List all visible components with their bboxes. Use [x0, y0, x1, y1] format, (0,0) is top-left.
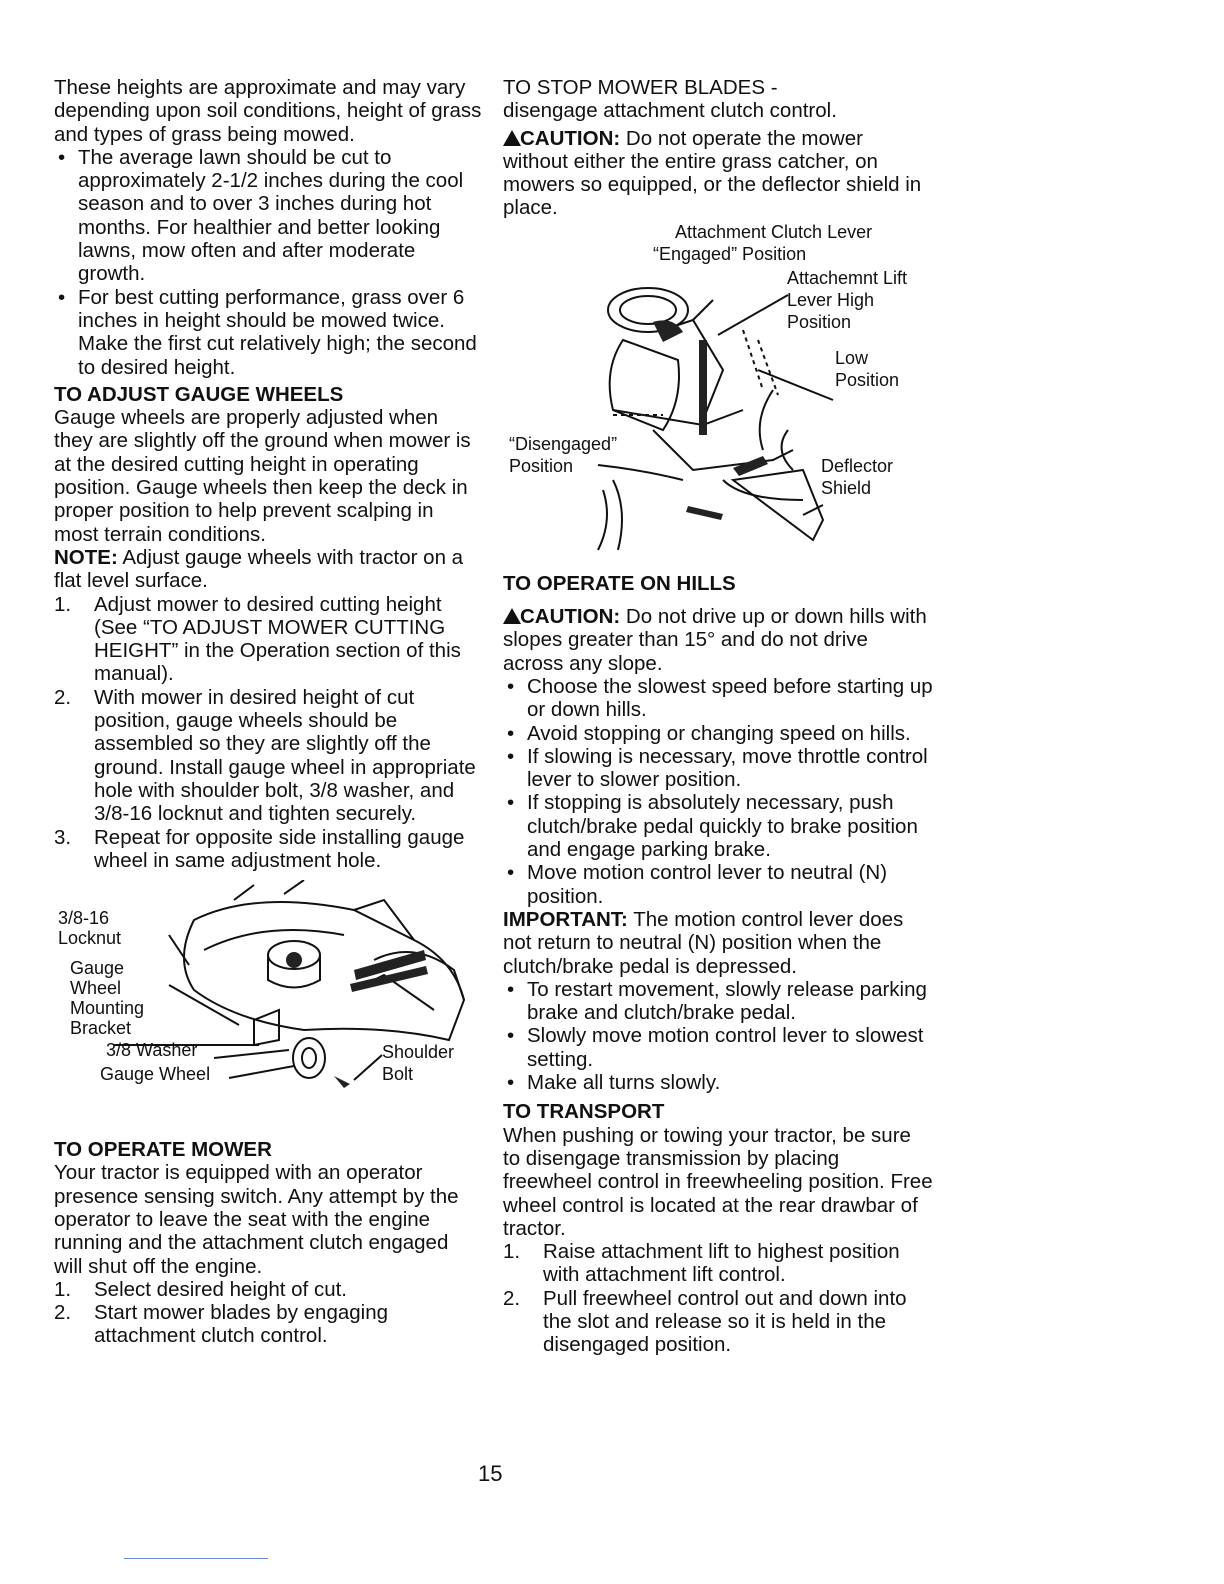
caution-text: Do not drive up or down hills with slopes greater than 15° and do not drive across any slope. [503, 605, 927, 675]
warning-triangle-icon [503, 608, 521, 624]
caution-paragraph [503, 127, 933, 220]
step-number: 3. [54, 825, 72, 849]
step-number: 1. [503, 1240, 521, 1264]
label-bracket: Mounting [70, 998, 145, 1019]
label-low-position: Position [835, 369, 900, 390]
step-number: 2. [54, 1301, 72, 1325]
step-text: Repeat for opposite side installing gauge wheel in same adjustment hole. [94, 825, 465, 872]
label-engaged: Attachment Clutch Lever [675, 221, 873, 242]
label-lift-lever: Position [787, 311, 852, 332]
label-engaged: “Engaged” Position [653, 243, 807, 264]
operate-mower-heading: TO OPERATE MOWER [54, 1138, 272, 1162]
caution-paragraph [503, 605, 933, 675]
list-item: • Move motion control lever to neutral (N) position. [503, 861, 933, 908]
label-bracket: Bracket [70, 1018, 132, 1039]
hills-heading: TO OPERATE ON HILLS [503, 571, 736, 595]
warning-triangle-icon [503, 130, 521, 146]
step-text: With mower in desired height of cut position, gauge wheels should be assembled so they are slightly off the ground. Install gauge wheel in appropriate hole with shoulder bolt, 3/8 washer, and 3/8-16 locknut and tighten securely. [94, 685, 476, 826]
note-text: Adjust gauge wheels with tractor on a flat level surface. [54, 545, 464, 593]
operate-mower-text: Your tractor is equipped with an operator presence sensing switch. Any attempt by the operator to leave the seat with the engine running and the attachment clutch engaged will shut off the engine. [54, 1161, 459, 1278]
label-locknut: Locknut [58, 928, 122, 949]
label-shoulder-bolt: Bolt [382, 1064, 414, 1085]
gauge-wheels-text: Gauge wheels are properly adjusted when they are slightly off the ground when mower is at the desired cutting height in operating position. Gauge wheels then keep the deck in proper position to help prevent scalping in most terrain conditions. [54, 406, 471, 546]
gauge-wheels-heading: TO ADJUST GAUGE WHEELS [54, 382, 344, 406]
label-washer: 3/8 Washer [106, 1040, 198, 1061]
list-item [54, 686, 482, 826]
label-bracket: Wheel [70, 978, 122, 999]
caution-label: CAUTION: [520, 605, 621, 629]
intro-paragraph: These heights are approximate and may vary depending upon soil conditions, height of grass and types of grass being mowed. [54, 76, 482, 146]
label-gauge-wheel: Gauge Wheel [100, 1064, 211, 1085]
label-disengaged: Position [509, 455, 574, 476]
list-item [54, 1301, 482, 1348]
list-item: • To restart movement, slowly release parking brake and clutch/brake pedal. [503, 978, 933, 1025]
divider [124, 1558, 268, 1559]
list-item: • If stopping is absolutely necessary, push clutch/brake pedal quickly to brake position and engage parking brake. [503, 791, 933, 861]
step-text: Adjust mower to desired cutting height (See “TO ADJUST MOWER CUTTING HEIGHT” in the Operation section of this manual). [94, 592, 461, 686]
step-number: 1. [54, 1277, 72, 1301]
label-shoulder-bolt: Shoulder [382, 1042, 455, 1063]
stop-blades-text: disengage attachment clutch control. [503, 99, 837, 123]
list-item: • Choose the slowest speed before starting up or down hills. [503, 675, 933, 722]
page-number: 15 [478, 1461, 503, 1486]
step-text: Select desired height of cut. [94, 1277, 347, 1301]
gauge-wheel-figure [54, 880, 482, 1112]
list-item [54, 593, 482, 686]
left-column [54, 76, 482, 1348]
clutch-lever-figure [503, 220, 933, 558]
stop-blades-heading: TO STOP MOWER BLADES - [503, 76, 778, 99]
label-deflector: Shield [821, 477, 872, 498]
list-item: • Make all turns slowly. [503, 1071, 933, 1094]
list-item: • Avoid stopping or changing speed on hills. [503, 722, 933, 745]
step-number: 2. [54, 685, 72, 709]
caution-text: Do not operate the mower without either the entire grass catcher, on mowers so equipped, or the deflector shield in place. [503, 126, 922, 220]
list-item: • Slowly move motion control lever to slowest setting. [503, 1024, 933, 1071]
important-label: IMPORTANT: [503, 907, 628, 931]
step-text: Start mower blades by engaging attachment clutch control. [94, 1301, 389, 1348]
list-item [503, 1240, 933, 1287]
note-label: NOTE: [54, 545, 118, 569]
label-low-position: Low [835, 347, 869, 368]
step-text: Pull freewheel control out and down into the slot and release so it is held in the disengaged position. [543, 1286, 907, 1357]
label-bracket: Gauge [70, 958, 125, 979]
important-paragraph [503, 908, 933, 978]
list-item: • If slowing is necessary, move throttle control lever to slower position. [503, 745, 933, 792]
step-number: 1. [54, 592, 72, 616]
label-lift-lever: Lever High [787, 289, 875, 310]
list-item [54, 1278, 482, 1301]
label-deflector: Deflector [821, 455, 894, 476]
step-text: Raise attachment lift to highest position with attachment lift control. [543, 1240, 900, 1287]
label-lift-lever: Attachemnt Lift [787, 267, 908, 288]
label-locknut: 3/8-16 [58, 908, 110, 929]
transport-heading: TO TRANSPORT [503, 1100, 665, 1124]
list-item: • For best cutting performance, grass over 6 inches in height should be mowed twice. Make the first cut relatively high; the second to desired height. [54, 286, 482, 379]
list-item: • The average lawn should be cut to approximately 2-1/2 inches during the cool season and to over 3 inches during hot months. For healthier and better looking lawns, mow often and after moderate growth. [54, 146, 482, 286]
label-disengaged: “Disengaged” [509, 433, 618, 454]
step-number: 2. [503, 1286, 521, 1310]
list-item [503, 1287, 933, 1357]
transport-text: When pushing or towing your tractor, be sure to disengage transmission by placing freewheel control in freewheeling position. Free wheel control is located at the rear drawbar of tractor. [503, 1123, 933, 1240]
important-text: The motion control lever does not return to neutral (N) position when the clutch/brake pedal is depressed. [503, 907, 904, 978]
note-paragraph [54, 546, 482, 593]
right-column [503, 76, 933, 1357]
list-item [54, 826, 482, 873]
caution-label: CAUTION: [520, 126, 621, 150]
